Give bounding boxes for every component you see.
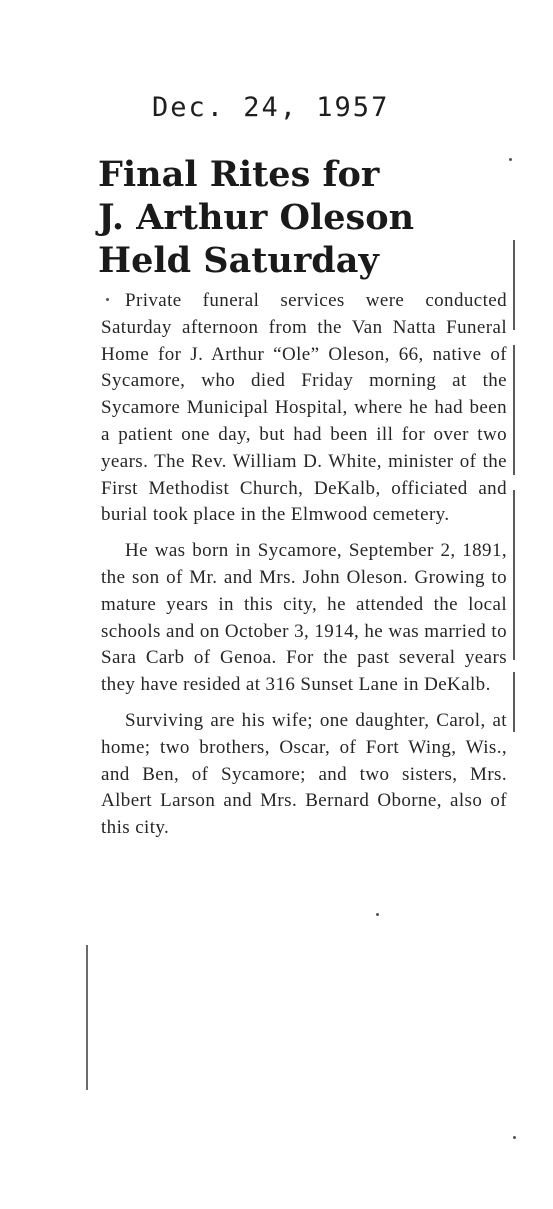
paragraph-funeral-services: Private funeral services were conducted Saturday afternoon from the Van Natta Funeral Home for J. Arthur “Ole” Oleson, 66, native of Sycamore, who died Friday morning at the Sycamore Municipal Hospital, where he had been a patient one day, but had been ill for over two years. The Rev. William D. White, minister of the First Methodist Church, DeKalb, officiated and burial took place in the Elmwood cemetery. xyxy=(101,290,507,526)
print-speck xyxy=(376,913,379,916)
handwritten-date: Dec. 24, 1957 xyxy=(152,92,390,123)
column-rule-segment xyxy=(513,672,515,732)
column-rule-segment xyxy=(513,345,515,475)
paragraph-survivors: Surviving are his wife; one daughter, Carol, at home; two brothers, Oscar, of Fort Wing, Wis., and Ben, of Sycamore; and two sisters, Mrs. Albert Larson and Mrs. Bernard Oborne, also of this city. xyxy=(101,709,507,839)
headline-line-2: J. Arthur Oleson xyxy=(98,197,415,238)
column-rule-segment xyxy=(513,240,515,330)
article-body xyxy=(101,288,507,842)
headline-line-1: Final Rites for xyxy=(98,154,380,195)
paragraph-biography: He was born in Sycamore, September 2, 1891, the son of Mr. and Mrs. John Oleson. Growing to mature years in this city, he attended the local schools and on October 3, 1914, he was married to Sara Carb of Genoa. For the past several years they have resided at 316 Sunset Lane in DeKalb. xyxy=(101,540,507,696)
print-speck xyxy=(513,1136,516,1139)
left-edge-rule xyxy=(86,945,88,1090)
print-speck xyxy=(509,158,512,161)
headline-line-3: Held Saturday xyxy=(98,240,379,281)
headline xyxy=(98,153,518,282)
column-rule-segment xyxy=(513,490,515,660)
print-speck xyxy=(106,298,109,301)
